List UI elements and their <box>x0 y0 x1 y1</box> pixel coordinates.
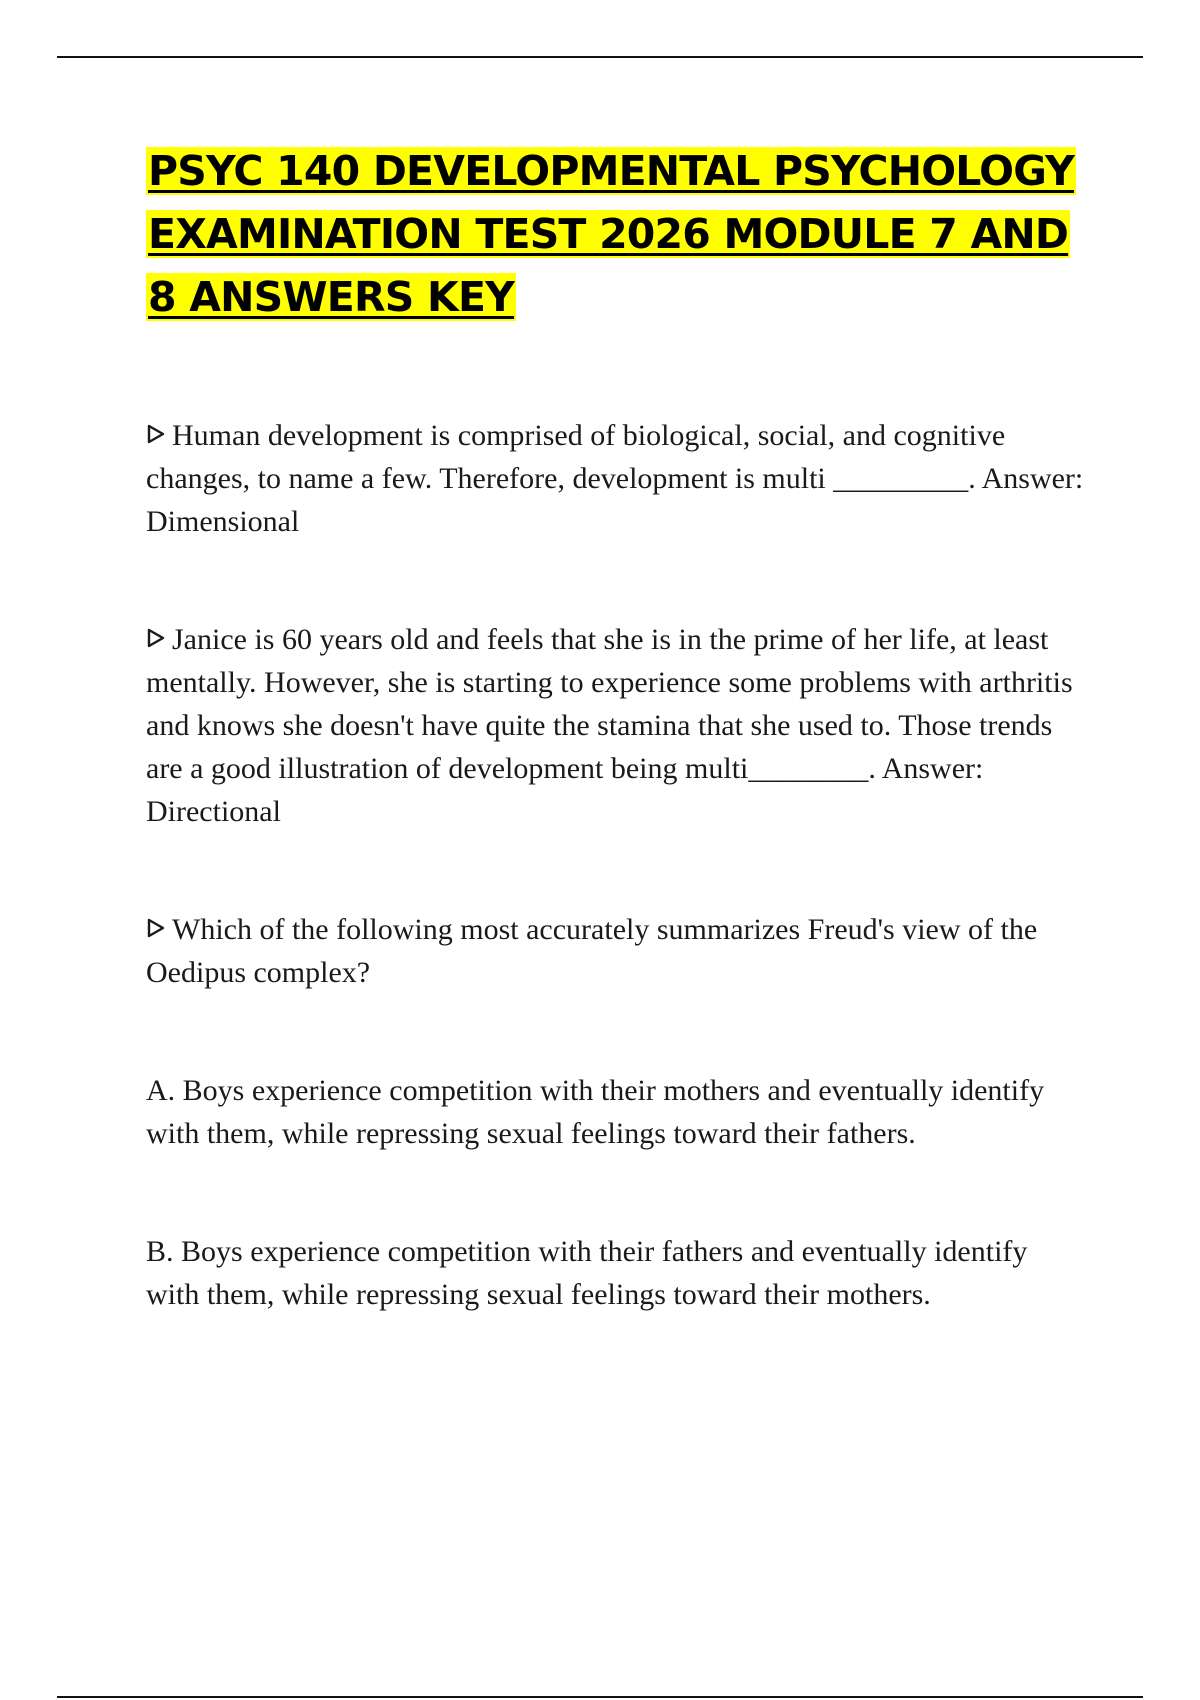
question-3-text: Which of the following most accurately summarizes Freud's view of the Oedipus complex? <box>146 913 1038 989</box>
answer-option-b: B. Boys experience competition with their fathers and eventually identify with them, while repressing sexual feelings toward their mothers. <box>146 1235 1028 1311</box>
triangle-bullet-icon <box>146 916 168 942</box>
top-divider <box>57 56 1143 58</box>
question-3 <box>146 908 1086 994</box>
document-body <box>146 140 1086 1316</box>
triangle-bullet-icon <box>146 422 168 448</box>
question-1 <box>146 414 1086 543</box>
document-title <box>146 140 1086 329</box>
document-title-text: PSYC 140 DEVELOPMENTAL PSYCHOLOGY EXAMINATION TEST 2026 MODULE 7 AND 8 ANSWERS KEY <box>148 147 1075 321</box>
bottom-divider <box>57 1696 1143 1698</box>
question-1-text: Human development is comprised of biological, social, and cognitive changes, to name a few. Therefore, development is multi _________. Answer: Dimensional <box>146 419 1084 538</box>
question-2-text: Janice is 60 years old and feels that she is in the prime of her life, at least mentally. However, she is starting to experience some problems with arthritis and knows she doesn't have quite the stamina that she used to. Those trends are a good illustration of development being multi________. Answer: Directional <box>146 623 1073 828</box>
answer-option-a: A. Boys experience competition with their mothers and eventually identify with them, while repressing sexual feelings toward their fathers. <box>146 1074 1045 1150</box>
question-2 <box>146 618 1086 833</box>
triangle-bullet-icon <box>146 626 168 652</box>
